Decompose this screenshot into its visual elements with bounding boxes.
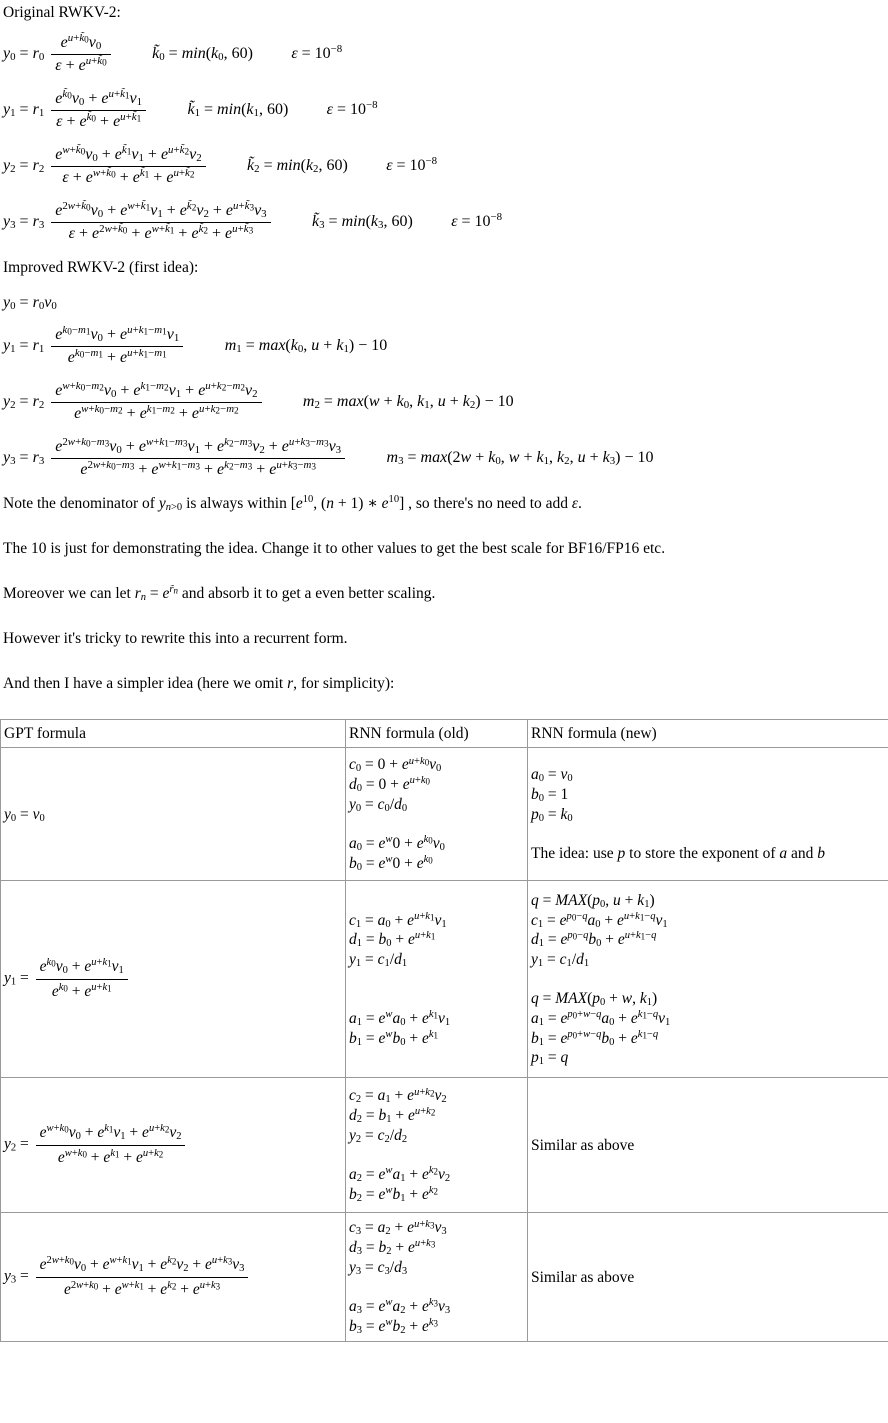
table-row-y3 <box>1 1213 888 1342</box>
formula-line: $c_1 = a_0 + e^{u+k_1}v_1$ <box>349 910 447 930</box>
formula-list-original <box>3 34 886 243</box>
formula-line: $a_2 = e^wa_1 + e^{k_2}v_2$ <box>349 1165 451 1185</box>
formula-line: $q = MAX(p_0 + w$, $k_1$) <box>531 990 658 1009</box>
display-formula: $y_3 = r_3$ $\frac{e^{2w+k̃_0}v_0 + e^{w+k̃_1}v_1 + e^{k̃_2}v_2 + e^{u+k̃_3}v_3}{\varepsilon + e^{2w+k̃_0} + e^{w+k̃_1} + e^{k̃_2} + e^{u+k̃_3}}$ $k̃_3 = \min(k_3$, 60) $\varepsilon = 10^{-8}$ <box>3 200 503 243</box>
formula-line: $y_2$ = $\frac{e^{w+k_0}v_0 + e^{k_1}v_1 + e^{u+k_2}v_2}{e^{w+k_0} + e^{k_1} + e^{u+k_2}}$ <box>4 1123 343 1167</box>
formula-line: $d_1 = e^{p_0-q}b_0 + e^{u+k_1-q}$ <box>531 930 657 950</box>
note-paragraph: Moreover we can let $r_n = e^{r̃_n}$ and absorb it to get a even better scaling. <box>3 584 436 603</box>
table-body <box>1 748 888 1342</box>
formula-line: $a_0 = v_0$ <box>531 766 573 785</box>
formula-line: $b_1 = e^wb_0 + e^{k_1}$ <box>349 1028 438 1048</box>
blank-line <box>349 1145 525 1165</box>
cell-rnn-old-y0 <box>346 748 528 881</box>
cell-gpt-y1 <box>1 881 346 1078</box>
formula-line: $c_0 = 0 + e^{u+k_0}v_0$ <box>349 755 442 775</box>
formula-line: $a_3 = e^wa_2 + e^{k_3}v_3$ <box>349 1297 451 1317</box>
blank-line <box>349 814 525 834</box>
fraction: $\frac{e^{w+k̃_0}v_0 + e^{k̃_1}v_1 + e^{u+k̃_2}v_2}{\varepsilon + e^{w+k̃_0} + e^{k̃_1} + e^{u+k̃_2}}$ <box>51 146 205 187</box>
formula-line: Similar as above <box>531 1268 635 1286</box>
col-header-gpt-formula: GPT formula <box>1 720 346 748</box>
formula-line: $d_1 = b_0 + e^{u+k_1}$ <box>349 930 436 950</box>
formula-line: $c_2 = a_1 + e^{u+k_2}v_2$ <box>349 1086 447 1106</box>
formula-line: $b_0 = e^w0 + e^{k_0}$ <box>349 854 433 873</box>
table-row-y2 <box>1 1078 888 1213</box>
fraction: $\frac{e^{2w+k_0}v_0 + e^{w+k_1}v_1 + e^{k_2}v_2 + e^{u+k_3}v_3}{e^{2w+k_0} + e^{w+k_1} + e^{k_2} + e^{u+k_3}}$ <box>36 1255 249 1299</box>
blank-line <box>349 1277 525 1297</box>
formula-line: $d_0 = 0 + e^{u+k_0}$ <box>349 775 431 794</box>
fraction: $\frac{e^{k̃_0}v_0 + e^{u+k̃_1}v_1}{\varepsilon + e^{k̃_0} + e^{u+k̃_1}}$ <box>51 90 146 131</box>
note-paragraph: The 10 is just for demonstrating the idea. Change it to other values to get the best scale for BF16/FP16 etc. <box>3 539 666 557</box>
formula-line: $p_1 = q$ <box>531 1049 569 1068</box>
table-row-y1 <box>1 881 888 1078</box>
cell-gpt-y0 <box>1 748 346 881</box>
formula-line: $a_1 = e^wa_0 + e^{k_1}v_1$ <box>349 1009 451 1028</box>
section-title-original: Original RWKV-2: <box>3 4 121 21</box>
fraction: $\frac{e^{k_0-m_1}v_0 + e^{u+k_1-m_1}v_1}{e^{k_0-m_1} + e^{u+k_1-m_1}}$ <box>51 326 183 367</box>
formula-line: $b_3 = e^wb_2 + e^{k_3}$ <box>349 1317 438 1336</box>
blank-line <box>349 970 525 990</box>
formula-line: $b_0 = 1$ <box>531 785 569 804</box>
fraction: $\frac{e^{k_0}v_0 + e^{u+k_1}v_1}{e^{k_0} + e^{u+k_1}}$ <box>36 957 128 1001</box>
cell-rnn-new-y2 <box>528 1078 888 1213</box>
table-header-row <box>1 720 888 748</box>
note-paragraph: However it's tricky to rewrite this into a recurrent form. <box>3 630 348 648</box>
display-formula: $y_2 = r_2$ $\frac{e^{w+k̃_0}v_0 + e^{k̃_1}v_1 + e^{u+k̃_2}v_2}{\varepsilon + e^{w+k̃_0} + e^{k̃_1} + e^{u+k̃_2}}$ $k̃_2 = \min(k_2$, 60) $\varepsilon = 10^{-8}$ <box>3 144 438 187</box>
formula-line: The idea: use p to store the exponent of a and b <box>531 844 826 862</box>
formula-line: $y_1 = c_1/d_1$ <box>531 950 590 969</box>
fraction: $\frac{e^{w+k_0-m_2}v_0 + e^{k_1-m_2}v_1 + e^{u+k_2-m_2}v_2}{e^{w+k_0-m_2} + e^{k_1-m_2} + e^{u+k_2-m_2}}$ <box>51 382 261 423</box>
formula-line: $y_3 = c_3/d_3$ <box>349 1258 408 1277</box>
display-formula: $y_1 = r_1$ $\frac{e^{k̃_0}v_0 + e^{u+k̃_1}v_1}{\varepsilon + e^{k̃_0} + e^{u+k̃_1}}$ $k̃_1 = \min(k_1$, 60) $\varepsilon = 10^{-8}$ <box>3 88 378 131</box>
fraction: $\frac{e^{w+k_0}v_0 + e^{k_1}v_1 + e^{u+k_2}v_2}{e^{w+k_0} + e^{k_1} + e^{u+k_2}}$ <box>36 1123 186 1167</box>
cell-rnn-old-y1 <box>346 881 528 1078</box>
cell-rnn-new-y3 <box>528 1213 888 1342</box>
blank-line <box>531 824 886 844</box>
cell-rnn-new-y1 <box>528 881 888 1078</box>
formula-line: $b_1 = e^{p_0+w-q}b_0 + e^{k_1-q}$ <box>531 1028 659 1048</box>
formula-line: $y_3$ = $\frac{e^{2w+k_0}v_0 + e^{w+k_1}v_1 + e^{k_2}v_2 + e^{u+k_3}v_3}{e^{2w+k_0} + e^{w+k_1} + e^{k_2} + e^{u+k_3}}$ <box>4 1255 343 1299</box>
cell-rnn-new-y0 <box>528 748 888 881</box>
formula-line: $c_3 = a_2 + e^{u+k_3}v_3$ <box>349 1218 447 1238</box>
formula-line: $a_0 = e^w0 + e^{k_0}v_0$ <box>349 834 445 854</box>
formula-line: $y_0 = v_0$ <box>4 805 45 824</box>
note-paragraph: Note the denominator of $y_{n>0}$ is always within [$e^{10}$, (n + 1) ∗ $e^{10}$] , so there's no need to add ε. <box>3 493 582 513</box>
blank-line <box>531 970 886 990</box>
formula-line: $a_1 = e^{p_0+w-q}a_0 + e^{k_1-q}v_1$ <box>531 1009 671 1028</box>
cell-gpt-y3 <box>1 1213 346 1342</box>
formula-line: $c_1 = e^{p_0-q}a_0 + e^{u+k_1-q}v_1$ <box>531 910 668 930</box>
formula-line: $b_2 = e^wb_1 + e^{k_2}$ <box>349 1185 438 1204</box>
formula-line: $y_0 = c_0/d_0$ <box>349 795 408 814</box>
fraction: $\frac{e^{u+k̃_0}v_0}{\varepsilon + e^{u+k̃_0}}$ <box>51 34 110 75</box>
display-formula: $y_2 = r_2$ $\frac{e^{w+k_0-m_2}v_0 + e^{k_1-m_2}v_1 + e^{u+k_2-m_2}v_2}{e^{w+k_0-m_2} + e^{k_1-m_2} + e^{u+k_2-m_2}}$ $m_2 = \max(w + k_0$, $k_1$, $u + k_2) - 10$ <box>3 379 514 422</box>
display-formula: $y_1 = r_1$ $\frac{e^{k_0-m_1}v_0 + e^{u+k_1-m_1}v_1}{e^{k_0-m_1} + e^{u+k_1-m_1}}$ $m_1 = \max(k_0$, $u + k_1) - 10$ <box>3 323 388 366</box>
formula-list-improved <box>3 294 886 479</box>
col-header-rnn-formula-old: RNN formula (old) <box>346 720 528 748</box>
cell-rnn-old-y2 <box>346 1078 528 1213</box>
formula-line: $y_1 = c_1/d_1$ <box>349 950 408 969</box>
formula-line: $p_0 = k_0$ <box>531 805 573 824</box>
formula-line: $y_1$ = $\frac{e^{k_0}v_0 + e^{u+k_1}v_1}{e^{k_0} + e^{u+k_1}}$ <box>4 957 343 1001</box>
notes <box>3 494 886 695</box>
fraction: $\frac{e^{2w+k̃_0}v_0 + e^{w+k̃_1}v_1 + e^{k̃_2}v_2 + e^{u+k̃_3}v_3}{\varepsilon + e^{2w+k̃_0} + e^{w+k̃_1} + e^{k̃_2} + e^{u+k̃_3}}$ <box>51 202 270 243</box>
display-formula: $y_0 = r_0$ $\frac{e^{u+k̃_0}v_0}{\varepsilon + e^{u+k̃_0}}$ $k̃_0 = \min(k_0$, 60) $\varepsilon = 10^{-8}$ <box>3 32 343 75</box>
blank-line <box>349 989 525 1009</box>
table-header <box>1 720 888 748</box>
document-body <box>0 0 888 694</box>
formula-line: $y_2 = c_2/d_2$ <box>349 1126 408 1145</box>
formula-line: $q = MAX(p_0$, $u + k_1$) <box>531 891 655 910</box>
col-header-rnn-formula-new: RNN formula (new) <box>528 720 888 748</box>
section-title-improved: Improved RWKV-2 (first idea): <box>3 259 199 277</box>
formula-line: $d_3 = b_2 + e^{u+k_3}$ <box>349 1238 436 1257</box>
cell-gpt-y2 <box>1 1078 346 1213</box>
cell-rnn-old-y3 <box>346 1213 528 1342</box>
comparison-table <box>0 719 888 1342</box>
formula-line: Similar as above <box>531 1136 635 1154</box>
table-row-y0 <box>1 748 888 881</box>
formula-line: $d_2 = b_1 + e^{u+k_2}$ <box>349 1106 436 1125</box>
fraction: $\frac{e^{2w+k_0-m_3}v_0 + e^{w+k_1-m_3}v_1 + e^{k_2-m_3}v_2 + e^{u+k_3-m_3}v_3}{e^{2w+k_0-m_3} + e^{w+k_1-m_3} + e^{k_2-m_3} + e^{u+k_3-m_3}}$ <box>51 438 345 479</box>
note-paragraph: And then I have a simpler idea (here we omit r, for simplicity): <box>3 675 395 693</box>
display-formula: $y_0 = r_0v_0$ <box>3 293 57 312</box>
display-formula: $y_3 = r_3$ $\frac{e^{2w+k_0-m_3}v_0 + e^{w+k_1-m_3}v_1 + e^{k_2-m_3}v_2 + e^{u+k_3-m_3}v_3}{e^{2w+k_0-m_3} + e^{w+k_1-m_3} + e^{k_2-m_3} + e^{u+k_3-m_3}}$ $m_3 = \max(2w + k_0$, $w + k_1$, $k_2$, $u + k_3) - 10$ <box>3 435 654 478</box>
